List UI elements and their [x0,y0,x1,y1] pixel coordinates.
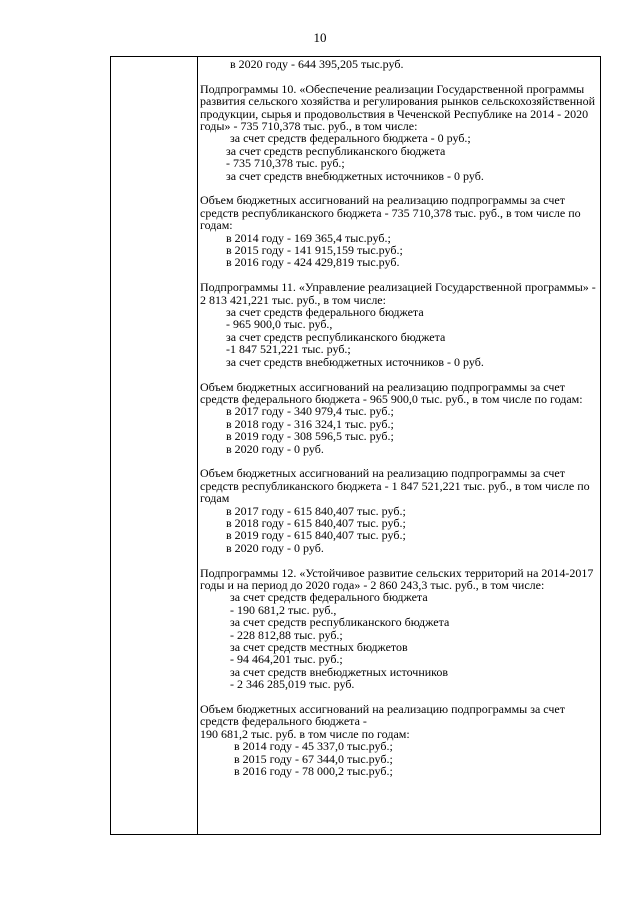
allocation-heading: Объем бюджетных ассигнований на реализацию подпрограммы за счет средств республиканского бюджета - 1 847 521,221 тыс. руб., в том числе по годам [200,466,590,506]
year-line: в 2018 году - 316 324,1 тыс. руб.; [226,416,394,431]
allocation-heading-continued: 190 681,2 тыс. руб. в том числе по годам: [200,726,410,741]
allocation-heading: Объем бюджетных ассигнований на реализацию подпрограммы за счет средств федерального бюджета - 965 900,0 тыс. руб., в том числе по годам: [200,379,583,406]
year-line: в 2019 году - 615 840,407 тыс. руб.; [226,528,406,543]
funding-line: за счет средств федерального бюджета [226,305,424,320]
subprogram-11-regional-budget-block [200,467,597,554]
funding-line: - 735 710,378 тыс. руб.; [226,156,345,171]
funding-line: - 2 346 285,019 тыс. руб. [230,677,355,692]
funding-line: за счет средств местных бюджетов [230,640,408,654]
subprogram-10-heading: Подпрограммы 10. «Обеспечение реализации Государственной программы развития сельского хозяйства и регулирования рынков сельскохозяйственной продукции, сырья и продовольствия в Чеченской Республике на 2014 - 2020 годы» - 735 710,378 тыс. руб., в том числе: [200,81,596,134]
subprogram-12-heading: Подпрограммы 12. «Устойчивое развитие сельских территорий на 2014-2017 годы и на период до 2020 года» - 2 860 243,3 тыс. руб., в том числе: [200,565,594,592]
subprogram-11-federal-budget-block [200,381,597,455]
subprogram-12-federal-budget-block [200,703,597,777]
year-line: в 2020 году - 0 руб. [226,441,324,456]
funding-line: за счет средств внебюджетных источников - 0 руб. [226,354,484,369]
program-table [110,56,601,835]
funding-line: - 94 464,201 тыс. руб.; [230,652,343,667]
subprogram-11-heading: Подпрограммы 11. «Управление реализацией Государственной программы» - 2 813 421,221 тыс. руб., в том числе: [200,280,596,307]
page-number: 10 [313,30,327,45]
allocation-heading: Объем бюджетных ассигнований на реализацию подпрограммы за счет средств федерального бюджета - [200,702,565,729]
year-line: в 2015 году - 141 915,159 тыс.руб.; [226,243,403,258]
funding-line: -1 847 521,221 тыс. руб.; [226,342,351,357]
subprogram-12-block [200,567,597,691]
funding-line: - 965 900,0 тыс. руб., [226,317,333,332]
allocation-heading: Объем бюджетных ассигнований на реализацию подпрограммы за счет средств республиканского бюджета - 735 710,378 тыс. руб., в том числе по годам: [200,193,581,233]
subprogram-10-block [200,83,597,182]
year-line: в 2020 году - 644 395,205 тыс.руб. [230,57,404,71]
column-divider [197,56,198,834]
year-line: в 2014 году - 169 365,4 тыс.руб.; [226,230,391,245]
content-cell [200,58,597,777]
funding-line: за счет средств республиканского бюджета [230,615,450,630]
year-line: в 2017 году - 615 840,407 тыс. руб.; [226,503,406,518]
funding-line: за счет средств республиканского бюджета [226,143,446,158]
year-line: в 2016 году - 424 429,819 тыс.руб. [226,255,400,270]
year-line: в 2014 году - 45 337,0 тыс.руб.; [234,739,393,754]
year-line: в 2015 году - 67 344,0 тыс.руб.; [234,751,393,766]
year-line: в 2019 году - 308 596,5 тыс. руб.; [226,429,394,444]
subprogram-10-regional-budget-block [200,194,597,268]
year-line: в 2016 году - 78 000,2 тыс.руб.; [234,764,393,779]
funding-line: - 190 681,2 тыс. руб., [230,602,337,617]
funding-line: за счет средств федерального бюджета [230,590,428,605]
year-line: в 2018 году - 615 840,407 тыс. руб.; [226,515,406,530]
funding-line: - 228 812,88 тыс. руб.; [230,627,343,642]
year-line: в 2017 году - 340 979,4 тыс. руб.; [226,404,394,419]
funding-line: за счет средств внебюджетных источников - 0 руб. [226,168,484,183]
funding-line: за счет средств внебюджетных источников [230,664,449,679]
funding-line: за счет средств республиканского бюджета [226,329,446,344]
continuation-block [200,58,597,70]
subprogram-11-block [200,281,597,368]
year-line: в 2020 году - 0 руб. [226,540,324,555]
funding-line: за счет средств федерального бюджета - 0 руб.; [230,131,471,146]
